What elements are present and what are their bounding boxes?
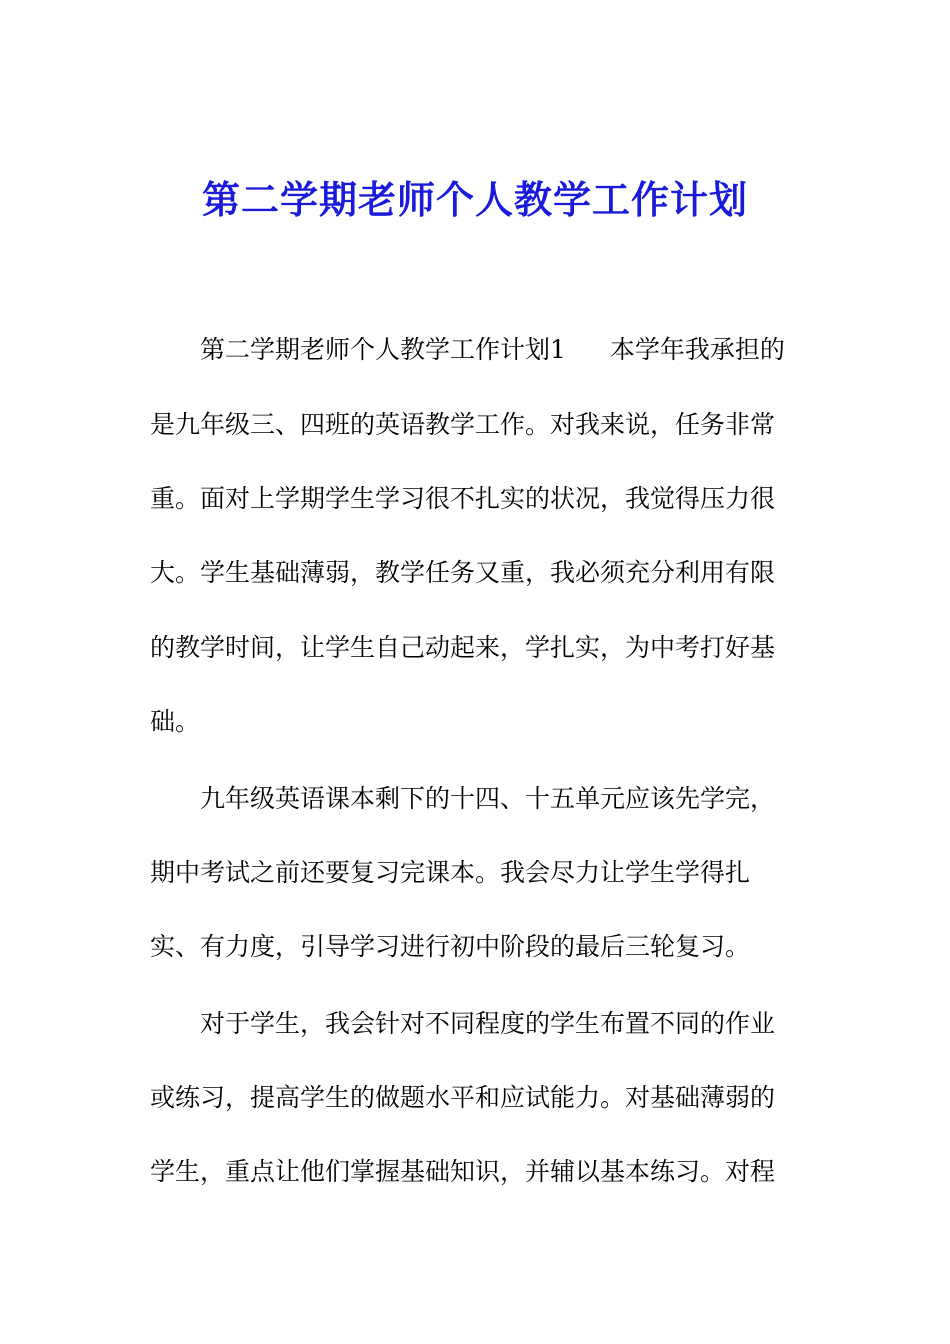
paragraph-line-9: 实、有力度，引导学习进行初中阶段的最后三轮复习。 <box>150 932 751 961</box>
paragraph-line-2: 是九年级三、四班的英语教学工作。对我来说，任务非常 <box>150 410 776 439</box>
paragraph-line-4: 大。学生基础薄弱，教学任务又重，我必须充分利用有限 <box>150 558 776 587</box>
line-text-tail: 本学年我承担的 <box>609 335 785 364</box>
paragraph-line-10: 对于学生，我会针对不同程度的学生布置不同的作业 <box>200 1009 776 1038</box>
line-text-lead: 第二学期老师个人教学工作计划1 <box>200 335 566 364</box>
paragraph-line-7: 九年级英语课本剩下的十四、十五单元应该先学完， <box>200 784 776 813</box>
paragraph-line-12: 学生，重点让他们掌握基础知识，并辅以基本练习。对程 <box>150 1157 776 1186</box>
paragraph-line-11: 或练习，提高学生的做题水平和应试能力。对基础薄弱的 <box>150 1083 776 1112</box>
document-title: 第二学期老师个人教学工作计划 <box>201 177 748 222</box>
paragraph-line-5: 的教学时间，让学生自己动起来，学扎实，为中考打好基 <box>150 633 776 662</box>
paragraph-line-3: 重。面对上学期学生学习很不扎实的状况，我觉得压力很 <box>150 484 776 513</box>
paragraph-line-6: 础。 <box>150 707 201 736</box>
paragraph-line-1 <box>150 330 830 370</box>
paragraph-line-8: 期中考试之前还要复习完课本。我会尽力让学生学得扎 <box>150 858 751 887</box>
